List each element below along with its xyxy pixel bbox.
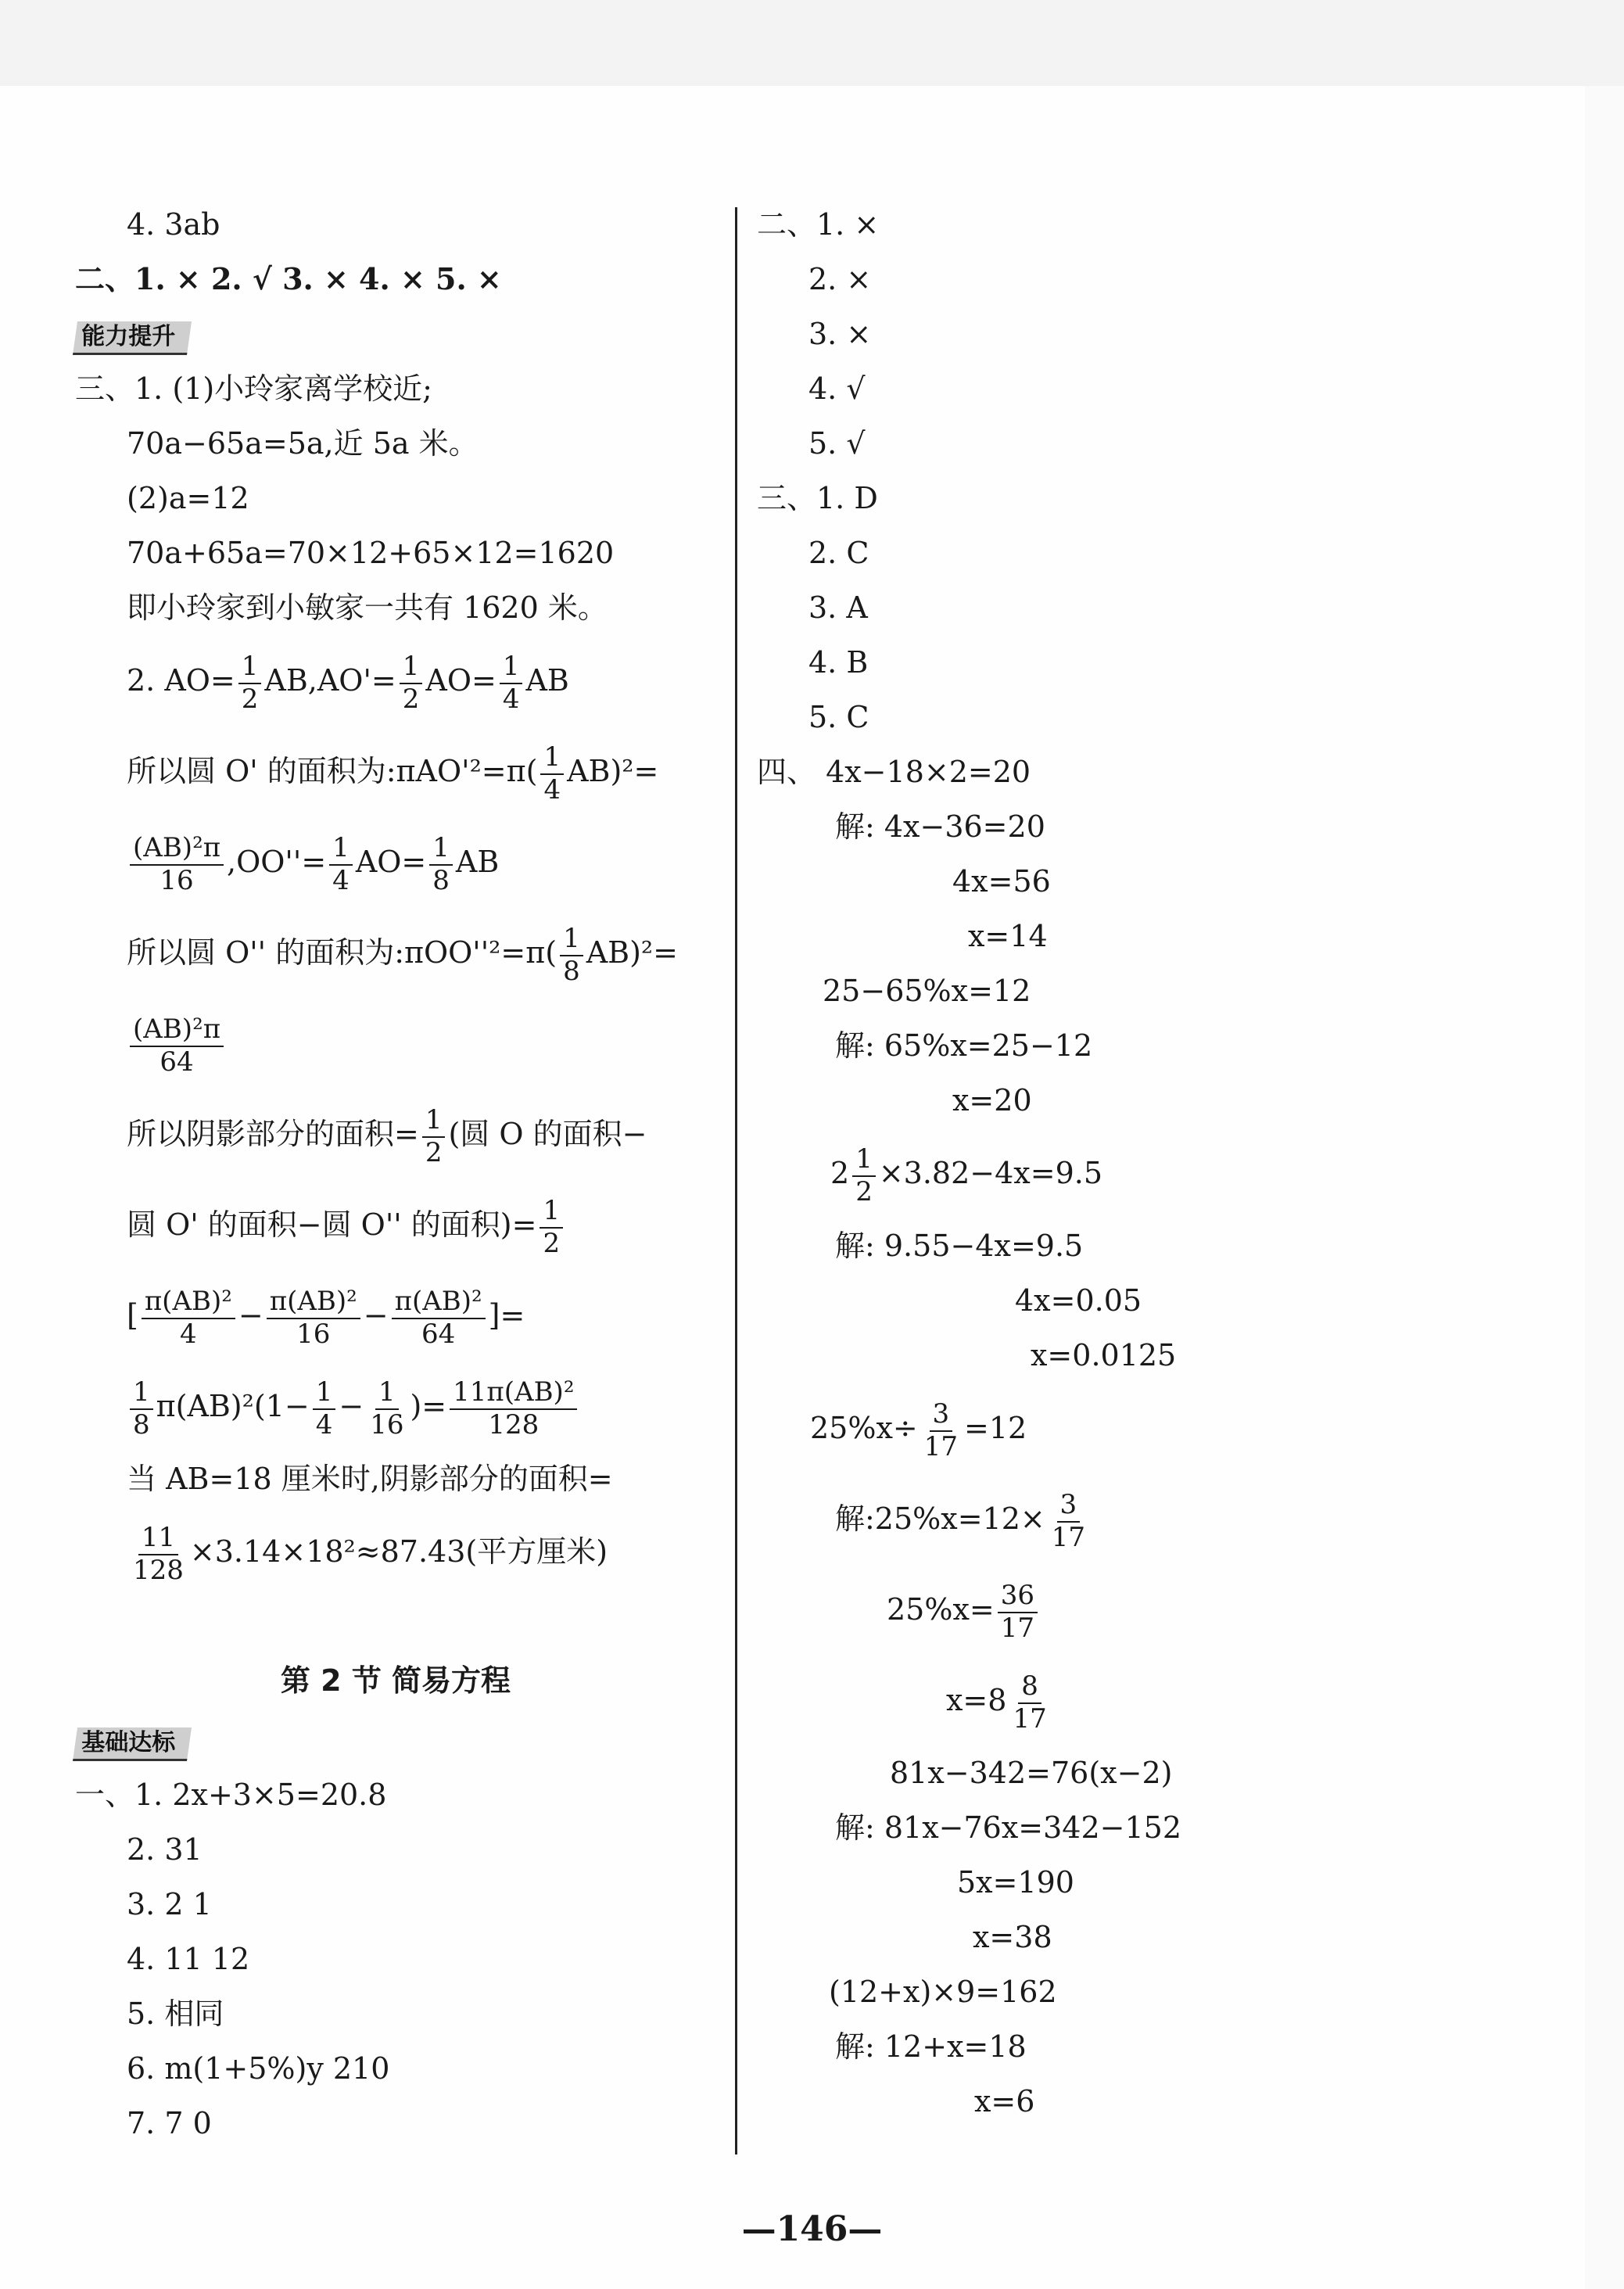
- answer-line: 二、1. ×: [757, 207, 880, 242]
- answer-line: 解: 81x−76x=342−152: [835, 1810, 1182, 1845]
- answer-line: 解: 9.55−4x=9.5: [835, 1229, 1084, 1263]
- answer-line: 即小玲家到小敏家一共有 1620 米。: [127, 590, 608, 625]
- answer-line: (2)a=12: [127, 481, 249, 515]
- answer-line: x=8 $\frac{8}{17}$: [757, 1655, 1539, 1745]
- fraction: $\frac{\text{(AB)²π}}{64}$: [130, 1014, 224, 1077]
- answer-line: 25%x÷ $\frac{3}{17}$ =12: [810, 1398, 1027, 1462]
- answer-line: x=38: [973, 1920, 1052, 1954]
- answer-line: $\frac{1}{8}$ π(AB)²(1− $\frac{1}{4}$ − $\frac{1}{16}$ )= $\frac{\text{11π(AB)²}}{128}$: [75, 1361, 716, 1451]
- fraction: $\frac{1}{16}$: [370, 1376, 404, 1440]
- answer-line: [ $\frac{\text{π(AB)²}}{4}$ − $\frac{\text{π(AB)²}}{16}$ − $\frac{\text{π(AB)²}}{64}$ ]=: [127, 1286, 525, 1350]
- answer-line: 2 $\frac{1}{2}$ ×3.82−4x=9.5: [830, 1143, 1102, 1207]
- answer-line: 三、1. D: [757, 481, 878, 515]
- answer-line: 二、1. × 2. √ 3. × 4. × 5. ×: [75, 261, 502, 296]
- fraction: $\frac{1}{4}$: [500, 651, 523, 714]
- fraction: $\frac{1}{4}$: [313, 1377, 336, 1440]
- answer-line: 2. 31: [127, 1832, 203, 1867]
- answer-line: 解: 4x−36=20: [835, 809, 1045, 844]
- answer-line: 4x=56: [952, 864, 1051, 899]
- fraction: $\frac{1}{4}$: [540, 742, 564, 805]
- fraction: $\frac{\text{π(AB)²}}{4}$: [142, 1286, 235, 1349]
- answer-line: 解: 65%x=25−12: [835, 1028, 1093, 1063]
- answer-line: 70a+65a=70×12+65×12=1620: [127, 536, 615, 570]
- answer-line: 一、1. 2x+3×5=20.8: [75, 1778, 387, 1812]
- answer-line: x=0.0125: [1031, 1338, 1177, 1372]
- answer-line: 3. ×: [808, 317, 872, 351]
- answer-line: x=14: [968, 919, 1048, 953]
- fraction: $\frac{8}{17}$: [1013, 1670, 1047, 1735]
- answer-line: 5. C: [808, 700, 869, 734]
- answer-line: 所以圆 O' 的面积为:πAO'²=π( $\frac{1}{4}$ AB)²=: [127, 741, 659, 805]
- answer-line: $\frac{\text{(AB)²π}}{16}$ ,OO''= $\frac{1}{4}$ AO= $\frac{1}{8}$ AB: [75, 816, 716, 907]
- fraction: $\frac{\text{11π(AB)²}}{128}$: [450, 1377, 577, 1440]
- answer-line: 圆 O' 的面积−圆 O'' 的面积)= $\frac{1}{2}$: [75, 1179, 716, 1270]
- answer-line: 4. 11 12: [127, 1942, 250, 1976]
- fraction: $\frac{1}{4}$: [329, 833, 353, 895]
- answer-line: 70a−65a=5a,近 5a 米。: [127, 426, 479, 461]
- answer-line: 三、1. (1)小玲家离学校近;: [75, 371, 432, 406]
- column-divider: [735, 207, 737, 2154]
- answer-line: (12+x)×9=162: [829, 1975, 1057, 2009]
- fraction: $\frac{1}{2}$: [400, 651, 423, 714]
- right-column: [757, 197, 1539, 2129]
- fraction: $\frac{1}{2}$: [422, 1105, 446, 1168]
- answer-line: x=20: [952, 1083, 1032, 1118]
- section-title: 第 2 节 简易方程: [280, 1663, 511, 1698]
- fraction: $\frac{11}{128}$: [133, 1522, 184, 1586]
- answer-line: 3. 2 1: [127, 1887, 212, 1921]
- answer-line: 2. ×: [808, 262, 872, 296]
- answer-line: 2. C: [808, 536, 869, 570]
- answer-line: 5. √: [808, 426, 866, 461]
- answer-line: 5. 相同: [127, 1997, 224, 2031]
- fraction: $\frac{1}{2}$: [852, 1144, 876, 1207]
- scan-right-margin: [1585, 86, 1624, 2289]
- fraction: $\frac{1}{2}$: [238, 651, 262, 714]
- answer-line: 4x=0.05: [1015, 1283, 1142, 1318]
- answer-line-2: 2. AO= $\frac{1}{2}$ AB,AO'= $\frac{1}{2}$ AO= $\frac{1}{4}$ AB: [127, 651, 569, 715]
- fraction: $\frac{1}{8}$: [560, 924, 583, 986]
- answer-line: [75, 998, 716, 1089]
- answer-line: 解: 12+x=18: [835, 2029, 1027, 2064]
- answer-line: 解:25%x=12× $\frac{3}{17}$: [757, 1473, 1539, 1564]
- answer-line: 5x=190: [957, 1865, 1074, 1900]
- scan-top-band: [0, 0, 1624, 86]
- fraction: $\frac{1}{2}$: [540, 1196, 563, 1258]
- answer-line: 25−65%x=12: [823, 974, 1031, 1008]
- answer-line: x=6: [974, 2084, 1035, 2119]
- fraction: $\frac{\text{(AB)²π}}{16}$: [130, 833, 224, 895]
- answer-line: 当 AB=18 厘米时,阴影部分的面积=: [127, 1462, 613, 1496]
- fraction: $\frac{\text{π(AB)²}}{64}$: [392, 1286, 486, 1349]
- answer-line: 4. √: [808, 371, 866, 406]
- answer-line: 3. A: [808, 590, 868, 625]
- answer-line: 7. 7 0: [127, 2106, 212, 2140]
- left-column-lower: [75, 1713, 716, 2151]
- answer-line: 四、 4x−18×2=20: [757, 755, 1031, 789]
- page-number: —146—: [741, 2209, 883, 2249]
- answer-line: 4. B: [808, 645, 869, 680]
- answer-line: 所以阴影部分的面积= $\frac{1}{2}$ (圆 O 的面积−: [127, 1104, 647, 1168]
- fraction: $\frac{\text{π(AB)²}}{16}$: [267, 1286, 360, 1349]
- section-badge-basic: 基础达标: [73, 1728, 192, 1761]
- fraction: $\frac{36}{17}$: [998, 1580, 1038, 1643]
- answer-line: 81x−342=76(x−2): [890, 1756, 1173, 1790]
- fraction: $\frac{1}{8}$: [429, 833, 453, 895]
- fraction: $\frac{3}{17}$: [923, 1398, 958, 1462]
- answer-line: 4. 3ab: [127, 207, 220, 242]
- left-column: [75, 197, 716, 1597]
- answer-line: 25%x= $\frac{36}{17}$: [757, 1564, 1539, 1655]
- fraction: $\frac{3}{17}$: [1051, 1489, 1085, 1553]
- fraction: $\frac{1}{8}$: [130, 1377, 153, 1440]
- section-badge-ability: 能力提升: [73, 321, 192, 355]
- answer-line: 6. m(1+5%)y 210: [127, 2051, 390, 2086]
- answer-line: 所以圆 O'' 的面积为:πOO''²=π( $\frac{1}{8}$ AB)²=: [127, 923, 678, 987]
- answer-line: $\frac{11}{128}$ ×3.14×18²≈87.43(平方厘米): [75, 1506, 716, 1597]
